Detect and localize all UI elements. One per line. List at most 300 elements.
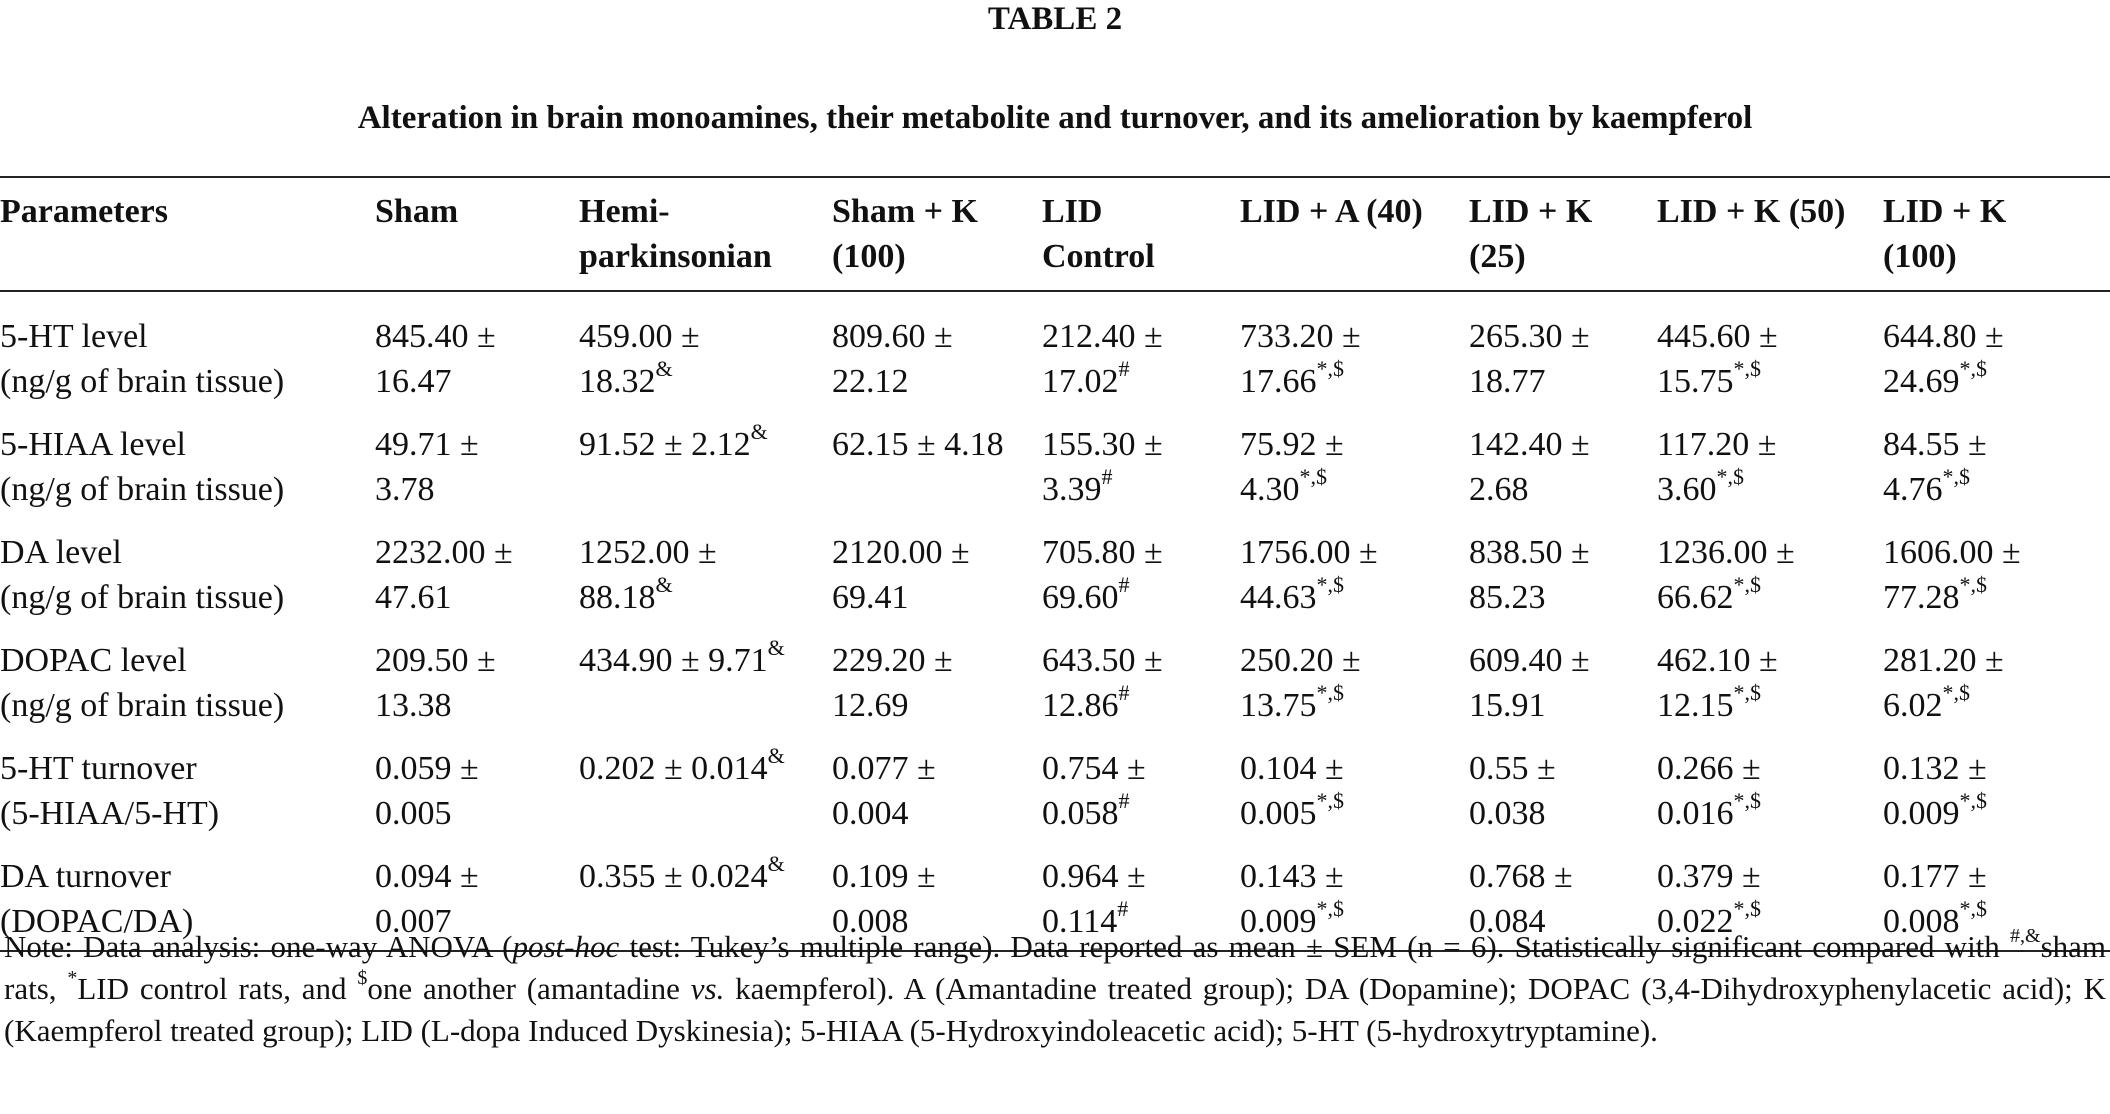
value-text: 0.132 ±: [1883, 750, 1987, 787]
value-text: 66.62: [1657, 579, 1734, 616]
value-line: [832, 530, 1042, 575]
value-text: 0.114: [1042, 903, 1118, 940]
significance-marker: *,$: [1316, 787, 1344, 813]
value-text: 809.60 ±: [832, 318, 953, 355]
value-cell: [1657, 291, 1883, 413]
value-cell: [579, 521, 832, 629]
value-text: 0.266 ±: [1657, 750, 1761, 787]
value-text: 0.109 ±: [832, 858, 936, 895]
significance-marker: *,$: [1942, 679, 1970, 705]
note-text: LID control rats, and: [77, 971, 358, 1006]
value-line: [832, 791, 1042, 836]
value-text: 88.18: [579, 579, 656, 616]
parameter-label: DA level: [0, 534, 122, 571]
note-text: kaempferol). A (Amantadine treated group); DA (Dopamine); DOPAC (3,4-Dihydroxyphenylacetic acid); K (Kaempferol treated group); LID (L-dopa Induced Dyskinesia); 5-HIAA (5-Hydroxyindoleacetic acid); 5-HT (5-hydroxytryptamine).: [4, 971, 2106, 1048]
value-line: [832, 314, 1042, 359]
value-text: 209.50 ±: [375, 642, 496, 679]
column-header: [1042, 177, 1240, 291]
significance-marker: #: [1118, 355, 1130, 381]
value-text: 0.009: [1240, 903, 1317, 940]
significance-marker: #: [1101, 463, 1113, 489]
column-header-line: LID + K (50): [1657, 193, 1846, 230]
value-text: 69.41: [832, 579, 909, 616]
value-line: [1042, 530, 1240, 575]
value-line: [1657, 422, 1883, 467]
value-text: 1756.00 ±: [1240, 534, 1378, 571]
value-line: [1469, 854, 1657, 899]
value-cell: [375, 413, 579, 521]
value-cell: [1042, 521, 1240, 629]
value-line: [579, 355, 832, 404]
parameter-cell: [0, 521, 375, 629]
value-cell: [375, 291, 579, 413]
value-text: 0.355 ± 0.024: [579, 858, 768, 895]
column-header: [832, 177, 1042, 291]
value-text: 0.038: [1469, 795, 1546, 832]
value-text: 0.177 ±: [1883, 858, 1987, 895]
significance-marker: #: [1117, 895, 1129, 921]
value-line: [1240, 530, 1469, 575]
value-text: 62.15 ± 4.18: [832, 426, 1004, 463]
value-cell: [1240, 521, 1469, 629]
value-line: [1469, 575, 1657, 620]
value-cell: [579, 629, 832, 737]
significance-marker: *,$: [1316, 571, 1344, 597]
value-line: [579, 742, 832, 791]
value-line: [1469, 791, 1657, 836]
value-cell: [1240, 629, 1469, 737]
value-cell: [1883, 737, 2110, 845]
column-header: [1657, 177, 1883, 291]
value-text: 0.008: [832, 903, 909, 940]
value-line: [375, 683, 579, 728]
header-row: [0, 177, 2110, 291]
value-text: 0.202 ± 0.014: [579, 750, 768, 787]
value-cell: [1240, 413, 1469, 521]
value-line: [1657, 854, 1883, 899]
value-line: [1657, 355, 1883, 404]
value-text: 13.75: [1240, 687, 1317, 724]
value-text: 16.47: [375, 363, 452, 400]
value-text: 644.80 ±: [1883, 318, 2004, 355]
parameter-label: (ng/g of brain tissue): [0, 579, 285, 616]
value-line: [1042, 679, 1240, 728]
value-line: [579, 418, 832, 467]
value-cell: [1469, 521, 1657, 629]
value-line: [832, 638, 1042, 683]
value-text: 1236.00 ±: [1657, 534, 1795, 571]
value-line: [1469, 422, 1657, 467]
value-cell: [375, 521, 579, 629]
note-text: Note: Data analysis: one-way ANOVA (: [4, 929, 513, 964]
value-line: [1657, 746, 1883, 791]
value-line: [1042, 638, 1240, 683]
column-header: [579, 177, 832, 291]
value-text: 459.00 ±: [579, 318, 700, 355]
value-cell: [832, 291, 1042, 413]
value-line: [1883, 571, 2110, 620]
value-text: 24.69: [1883, 363, 1960, 400]
value-cell: [1042, 737, 1240, 845]
value-line: [1657, 314, 1883, 359]
value-line: [579, 634, 832, 683]
value-text: 250.20 ±: [1240, 642, 1361, 679]
value-text: 643.50 ±: [1042, 642, 1163, 679]
value-line: [1042, 314, 1240, 359]
value-cell: [579, 413, 832, 521]
value-cell: [832, 737, 1042, 845]
value-text: 0.754 ±: [1042, 750, 1146, 787]
column-header: [1240, 177, 1469, 291]
value-text: 49.71 ±: [375, 426, 479, 463]
value-text: 0.058: [1042, 795, 1119, 832]
value-line: [1657, 463, 1883, 512]
value-text: 77.28: [1883, 579, 1960, 616]
significance-marker: *,$: [1733, 355, 1761, 381]
value-text: 15.75: [1657, 363, 1734, 400]
table-row: [0, 629, 2110, 737]
value-line: [1883, 638, 2110, 683]
value-text: 75.92 ±: [1240, 426, 1344, 463]
value-text: 117.20 ±: [1657, 426, 1777, 463]
parameter-label: 5-HT level: [0, 318, 148, 355]
column-header-line: parkinsonian: [579, 238, 772, 275]
value-line: [1469, 467, 1657, 512]
parameter-label: (ng/g of brain tissue): [0, 687, 285, 724]
value-line: [1240, 854, 1469, 899]
value-text: 44.63: [1240, 579, 1317, 616]
value-cell: [1240, 291, 1469, 413]
value-line: [1240, 679, 1469, 728]
note-superscript: $: [357, 966, 368, 989]
column-header-line: Hemi-: [579, 193, 670, 230]
column-header-line: LID: [1042, 193, 1103, 230]
value-cell: [832, 413, 1042, 521]
value-line: [1042, 854, 1240, 899]
value-cell: [1657, 521, 1883, 629]
table-note: [4, 926, 2106, 1052]
column-header: [0, 177, 375, 291]
value-line: [832, 854, 1042, 899]
parameter-cell: [0, 737, 375, 845]
value-cell: [375, 737, 579, 845]
column-header-line: Parameters: [0, 193, 169, 230]
parameter-label: 5-HIAA level: [0, 426, 187, 463]
significance-marker: *,$: [1716, 463, 1744, 489]
significance-marker: *,$: [1733, 787, 1761, 813]
parameter-cell: [0, 413, 375, 521]
value-text: 91.52 ± 2.12: [579, 426, 751, 463]
value-text: 3.78: [375, 471, 435, 508]
value-line: [579, 314, 832, 359]
significance-marker: *,$: [1959, 571, 1987, 597]
value-line: [1469, 746, 1657, 791]
significance-marker: #: [1118, 679, 1130, 705]
value-cell: [1883, 629, 2110, 737]
significance-marker: &: [655, 571, 673, 597]
column-header-line: Sham + K: [832, 193, 978, 230]
parameter-label: 5-HT turnover: [0, 750, 197, 787]
value-line: [1657, 787, 1883, 836]
value-text: 462.10 ±: [1657, 642, 1778, 679]
table-row: [0, 291, 2110, 413]
value-text: 0.104 ±: [1240, 750, 1344, 787]
value-text: 845.40 ±: [375, 318, 496, 355]
value-text: 6.02: [1883, 687, 1943, 724]
value-text: 3.39: [1042, 471, 1102, 508]
value-line: [1240, 355, 1469, 404]
value-text: 0.084: [1469, 903, 1546, 940]
value-cell: [832, 521, 1042, 629]
value-text: 0.005: [1240, 795, 1317, 832]
value-line: [1240, 463, 1469, 512]
value-line: [1240, 571, 1469, 620]
value-cell: [1883, 521, 2110, 629]
value-text: 4.30: [1240, 471, 1300, 508]
value-cell: [1657, 737, 1883, 845]
value-line: [1883, 787, 2110, 836]
significance-marker: *,$: [1959, 895, 1987, 921]
value-text: 0.55 ±: [1469, 750, 1556, 787]
value-line: [579, 571, 832, 620]
value-text: 0.077 ±: [832, 750, 936, 787]
significance-marker: *,$: [1316, 895, 1344, 921]
note-italic: vs.: [690, 971, 725, 1006]
value-text: 838.50 ±: [1469, 534, 1590, 571]
table-row: [0, 737, 2110, 845]
value-cell: [579, 291, 832, 413]
significance-marker: *,$: [1959, 355, 1987, 381]
value-line: [832, 683, 1042, 728]
value-text: 0.016: [1657, 795, 1734, 832]
column-header-line: (100): [832, 238, 906, 275]
parameter-label: (ng/g of brain tissue): [0, 363, 285, 400]
value-line: [375, 314, 579, 359]
column-header-line: Sham: [375, 193, 459, 230]
value-text: 0.004: [832, 795, 909, 832]
value-text: 0.007: [375, 903, 452, 940]
note-italic: post-hoc: [512, 929, 620, 964]
value-line: [1883, 854, 2110, 899]
value-text: 445.60 ±: [1657, 318, 1778, 355]
value-text: 3.60: [1657, 471, 1717, 508]
value-text: 1606.00 ±: [1883, 534, 2021, 571]
significance-marker: *,$: [1733, 571, 1761, 597]
parameter-cell: [0, 629, 375, 737]
column-header: [1883, 177, 2110, 291]
value-cell: [1042, 291, 1240, 413]
value-text: 47.61: [375, 579, 452, 616]
value-text: 434.90 ± 9.71: [579, 642, 768, 679]
significance-marker: *,$: [1733, 895, 1761, 921]
value-text: 142.40 ±: [1469, 426, 1590, 463]
value-text: 0.768 ±: [1469, 858, 1573, 895]
value-text: 12.15: [1657, 687, 1734, 724]
value-line: [1469, 359, 1657, 404]
value-line: [1657, 679, 1883, 728]
value-text: 0.008: [1883, 903, 1960, 940]
value-line: [1883, 746, 2110, 791]
value-line: [375, 746, 579, 791]
value-line: [1042, 571, 1240, 620]
table-row: [0, 413, 2110, 521]
value-line: [375, 854, 579, 899]
value-text: 229.20 ±: [832, 642, 953, 679]
note-superscript: *: [67, 966, 78, 989]
value-cell: [1883, 413, 2110, 521]
parameter-label: DA turnover: [0, 858, 171, 895]
value-cell: [1469, 291, 1657, 413]
value-line: [1240, 314, 1469, 359]
parameter-label: (ng/g of brain tissue): [0, 471, 285, 508]
value-cell: [579, 737, 832, 845]
value-line: [1883, 679, 2110, 728]
value-line: [1657, 571, 1883, 620]
significance-marker: *,$: [1733, 679, 1761, 705]
note-superscript: #,&: [2010, 924, 2041, 947]
significance-marker: &: [767, 742, 785, 768]
value-text: 85.23: [1469, 579, 1546, 616]
value-line: [1469, 683, 1657, 728]
value-text: 17.02: [1042, 363, 1119, 400]
parameter-label: (5-HIAA/5-HT): [0, 795, 220, 832]
value-line: [1883, 530, 2110, 575]
value-line: [1042, 355, 1240, 404]
value-line: [1240, 746, 1469, 791]
value-cell: [1657, 413, 1883, 521]
column-header-line: (100): [1883, 238, 1957, 275]
value-line: [1469, 530, 1657, 575]
value-text: 18.77: [1469, 363, 1546, 400]
value-cell: [1469, 737, 1657, 845]
column-header-line: Control: [1042, 238, 1155, 275]
value-line: [1042, 463, 1240, 512]
value-cell: [1883, 291, 2110, 413]
value-text: 22.12: [832, 363, 909, 400]
value-cell: [1469, 413, 1657, 521]
note-text: one another (amantadine: [367, 971, 691, 1006]
value-line: [832, 422, 1042, 467]
value-text: 733.20 ±: [1240, 318, 1361, 355]
value-line: [579, 850, 832, 899]
significance-marker: #: [1118, 571, 1130, 597]
data-table: [0, 176, 2110, 952]
value-text: 0.964 ±: [1042, 858, 1146, 895]
value-line: [375, 422, 579, 467]
column-header: [1469, 177, 1657, 291]
parameter-label: DOPAC level: [0, 642, 187, 679]
value-text: 4.76: [1883, 471, 1943, 508]
value-text: 2232.00 ±: [375, 534, 513, 571]
column-header-line: (25): [1469, 238, 1526, 275]
value-line: [375, 359, 579, 404]
value-text: 265.30 ±: [1469, 318, 1590, 355]
value-line: [375, 638, 579, 683]
significance-marker: &: [767, 634, 785, 660]
value-cell: [1042, 629, 1240, 737]
value-text: 155.30 ±: [1042, 426, 1163, 463]
column-header-line: LID + K: [1883, 193, 2007, 230]
value-line: [1042, 787, 1240, 836]
value-line: [832, 746, 1042, 791]
value-text: 15.91: [1469, 687, 1546, 724]
significance-marker: &: [655, 355, 673, 381]
value-line: [375, 575, 579, 620]
value-text: 0.094 ±: [375, 858, 479, 895]
parameter-cell: [0, 291, 375, 413]
value-line: [1240, 638, 1469, 683]
value-text: 12.86: [1042, 687, 1119, 724]
value-line: [1657, 530, 1883, 575]
value-text: 2.68: [1469, 471, 1529, 508]
note-text: sham rats,: [4, 929, 2107, 1006]
value-text: 0.005: [375, 795, 452, 832]
table-title: Alteration in brain monoamines, their metabolite and turnover, and its amelioration by kaempferol: [357, 100, 1753, 136]
value-text: 2120.00 ±: [832, 534, 970, 571]
value-text: 0.379 ±: [1657, 858, 1761, 895]
value-text: 609.40 ±: [1469, 642, 1590, 679]
value-line: [1042, 422, 1240, 467]
value-line: [1240, 787, 1469, 836]
value-text: 212.40 ±: [1042, 318, 1163, 355]
column-header-line: LID + A (40): [1240, 193, 1423, 230]
value-text: 0.059 ±: [375, 750, 479, 787]
value-line: [832, 359, 1042, 404]
significance-marker: *,$: [1299, 463, 1327, 489]
value-text: 0.009: [1883, 795, 1960, 832]
value-cell: [1469, 629, 1657, 737]
note-text: test: Tukey’s multiple range). Data reported as mean ± SEM (n = 6). Statistically significant compared with: [619, 929, 2011, 964]
value-text: 0.143 ±: [1240, 858, 1344, 895]
value-line: [1469, 314, 1657, 359]
value-cell: [375, 629, 579, 737]
value-text: 705.80 ±: [1042, 534, 1163, 571]
value-line: [1240, 422, 1469, 467]
value-line: [1042, 746, 1240, 791]
value-line: [832, 575, 1042, 620]
value-text: 0.022: [1657, 903, 1734, 940]
value-cell: [1042, 413, 1240, 521]
value-line: [1657, 638, 1883, 683]
significance-marker: *,$: [1942, 463, 1970, 489]
parameter-label: (DOPAC/DA): [0, 903, 194, 940]
value-line: [1883, 422, 2110, 467]
value-cell: [1657, 629, 1883, 737]
value-cell: [1240, 737, 1469, 845]
significance-marker: #: [1118, 787, 1130, 813]
significance-marker: &: [767, 850, 785, 876]
value-text: 17.66: [1240, 363, 1317, 400]
value-text: 13.38: [375, 687, 452, 724]
value-text: 281.20 ±: [1883, 642, 2004, 679]
significance-marker: *,$: [1316, 355, 1344, 381]
value-line: [1883, 314, 2110, 359]
value-text: 84.55 ±: [1883, 426, 1987, 463]
value-text: 1252.00 ±: [579, 534, 717, 571]
column-header: [375, 177, 579, 291]
value-text: 12.69: [832, 687, 909, 724]
significance-marker: &: [750, 418, 768, 444]
value-line: [1883, 355, 2110, 404]
value-line: [375, 467, 579, 512]
value-line: [579, 530, 832, 575]
table-row: [0, 521, 2110, 629]
value-line: [375, 530, 579, 575]
significance-marker: *,$: [1959, 787, 1987, 813]
value-line: [375, 791, 579, 836]
value-cell: [832, 629, 1042, 737]
value-text: 69.60: [1042, 579, 1119, 616]
